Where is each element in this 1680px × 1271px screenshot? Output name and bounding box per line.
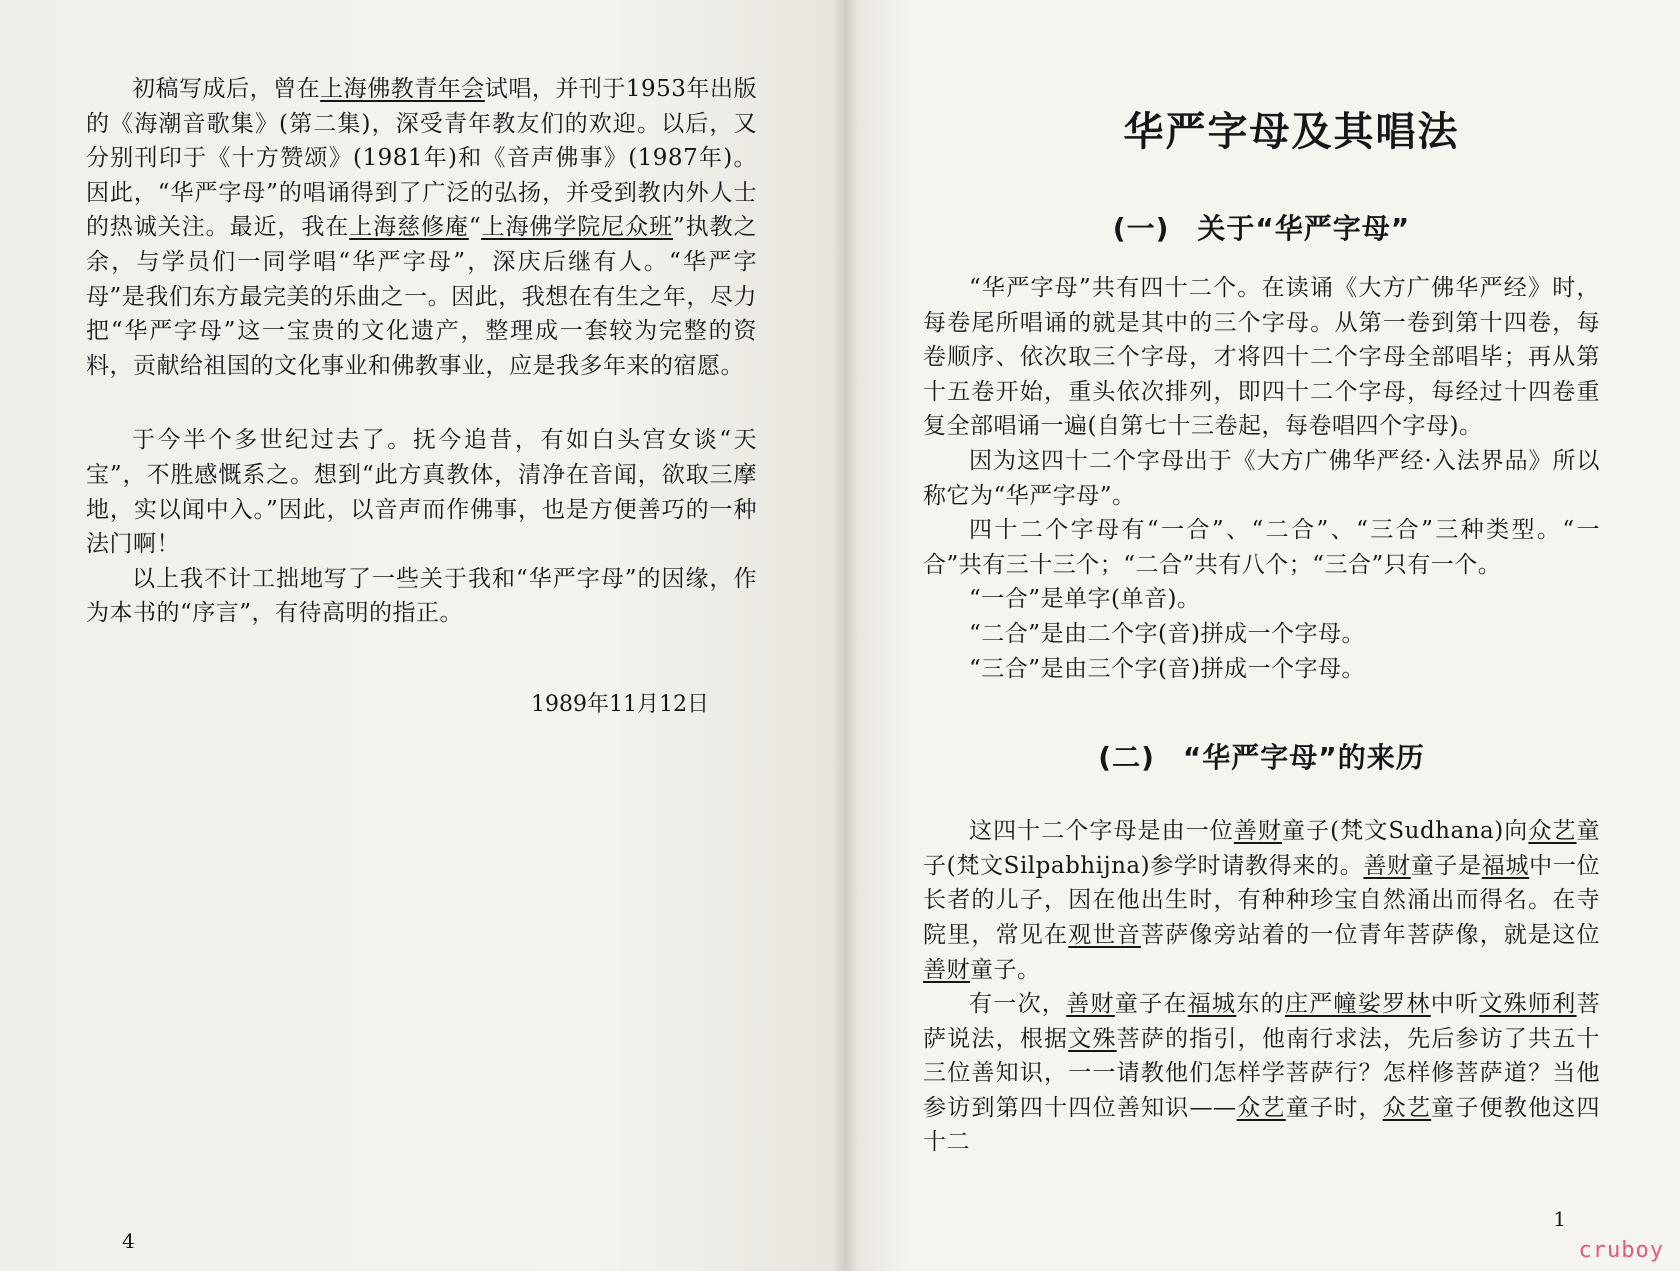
underlined-term: 庄严幢娑罗林 [1284,991,1431,1018]
underlined-term: 文殊师利 [1479,991,1577,1018]
right-page-number: 1 [1553,1207,1566,1231]
text-run: 菩萨的指引，他南行求法，先后参访了共五十三位善知识，一一请教他们怎样学菩萨行？怎样修菩萨道？当他参访到第四十四位善知识—— [923,1025,1601,1121]
section-1-label: 关于“华严字母” [1197,212,1411,245]
right-page [845,0,1680,1271]
text-run: ”执教之余，与学员们一同学唱“华严字母”，深庆后继有人。“华严字母”是我们东方最完美的乐曲之一。因此，我想在有生之年，尽力把“华严字母”这一宝贵的文化遗产，整理成一套较为完整的资料，贡献给祖国的文化事业和佛教事业，应是我多年来的宿愿。 [86,214,758,379]
text-run: 东的 [1236,991,1285,1018]
underlined-term: 福城 [1187,991,1237,1018]
text-run: 童子。 [970,956,1041,983]
underlined-term: 众艺 [1382,1094,1432,1121]
text-run: 童子在 [1114,991,1188,1018]
text-run: 童子(梵文Sudhana)向 [1282,818,1529,845]
text-run: 童子是 [1410,852,1482,879]
left-paragraph-2: 于今半个多世纪过去了。抚今追昔，有如白头宫女谈“天宝”，不胜感慨系之。想到“此方真教体，清净在音闻，欲取三摩地，实以闻中入。”因此，以音声而作佛事，也是方便善巧的一种法门啊！ [86,427,757,558]
text-run: 试唱，并刊于1953年出版的《海潮音歌集》(第二集)，深受青年教友们的欢迎。以后，又分别刊印于《十方赞颂》(1981年)和《音声佛事》(1987年)。因此，“华严字母”的唱诵得到了广泛的弘扬，并受到教内外人士的热诚关注。最近，我在 [86,76,758,241]
underlined-term: 观世音 [1068,921,1141,948]
text-run: 中听 [1430,991,1480,1018]
section-1-paragraph-1: “华严字母”共有四十二个。在读诵《大方广佛华严经》时，每卷尾所唱诵的就是其中的三个字母。从第一卷到第十四卷，每卷顺序、依次取三个字母，才将四十二个字母全部唱毕；再从第十五卷开始，重头依次排列，即四十二个字母，每经过十四卷重复全部唱诵一遍(自第七十三卷起，每卷唱四个字母)。 [923,275,1600,440]
text-run: 这四十二个字母是由一位 [969,818,1234,845]
underlined-term: 上海佛学院尼众班 [481,214,673,241]
section-1-paragraph-4: “一合”是单字(单音)。 [969,586,1201,613]
text-run: 童子(梵文Silpabhijna)参学时请教得来的。 [923,818,1601,879]
underlined-term: 善财 [1066,991,1115,1018]
text-run: 初稿写成后，曾在 [132,76,321,102]
section-1-paragraph-3: 四十二个字母有“一合”、“二合”、“三合”三种类型。“一合”共有三十三个；“二合”共有八个；“三合”只有一个。 [923,517,1600,578]
left-paragraph-3: 以上我不计工拙地写了一些关于我和“华严字母”的因缘，作为本书的“序言”，有待高明的指正。 [86,565,757,627]
underlined-term: 上海慈修庵 [349,214,469,241]
underlined-term: 福城 [1481,852,1530,879]
text-run: 有一次， [969,991,1067,1018]
preface-date: 1989年11月12日 [531,691,709,717]
section-2-label: “华严字母”的来历 [1182,741,1425,775]
section-1-number: (一) [1112,212,1170,245]
section-1-paragraph-5: “二合”是由二个字(音)拼成一个字母。 [969,620,1365,647]
section-heading-2 [923,736,1600,776]
left-paragraph-1 [86,72,757,383]
section-1-paragraph-6: “三合”是由三个字(音)拼成一个字母。 [969,655,1365,682]
underlined-term: 众艺 [1528,818,1577,845]
section-1-paragraph-2: 因为这四十二个字母出于《大方广佛华严经·入法界品》所以称它为“华严字母”。 [923,447,1600,509]
chapter-title: 华严字母及其唱法 [1123,109,1460,155]
underlined-term: 善财 [923,956,970,983]
section-heading-1 [923,207,1600,247]
underlined-term: 文殊 [1068,1025,1117,1052]
text-run: 菩萨说法，根据 [923,991,1601,1052]
text-run: 童子便教他这四十二 [923,1094,1601,1156]
left-page-number: 4 [122,1229,135,1253]
underlined-term: 善财 [1233,818,1283,845]
section-2-paragraph-2 [923,987,1600,1160]
text-run: 菩萨像旁站着的一位青年菩萨像，就是这位 [1140,921,1601,948]
underlined-term: 善财 [1363,852,1411,879]
underlined-term: 上海佛教青年会 [320,76,485,102]
watermark: cruboy [1578,1238,1664,1263]
text-run: 中一位长者的儿子，因在他出生时，有种种珍宝自然涌出而得名。在寺院里，常见在 [923,852,1601,948]
book-gutter-shadow [832,0,858,1271]
section-2-number: (二) [1098,741,1155,775]
underlined-term: 众艺 [1236,1094,1286,1121]
text-run: 童子时， [1285,1094,1383,1121]
section-2-paragraph-1 [923,814,1600,987]
text-run: “ [468,214,482,241]
